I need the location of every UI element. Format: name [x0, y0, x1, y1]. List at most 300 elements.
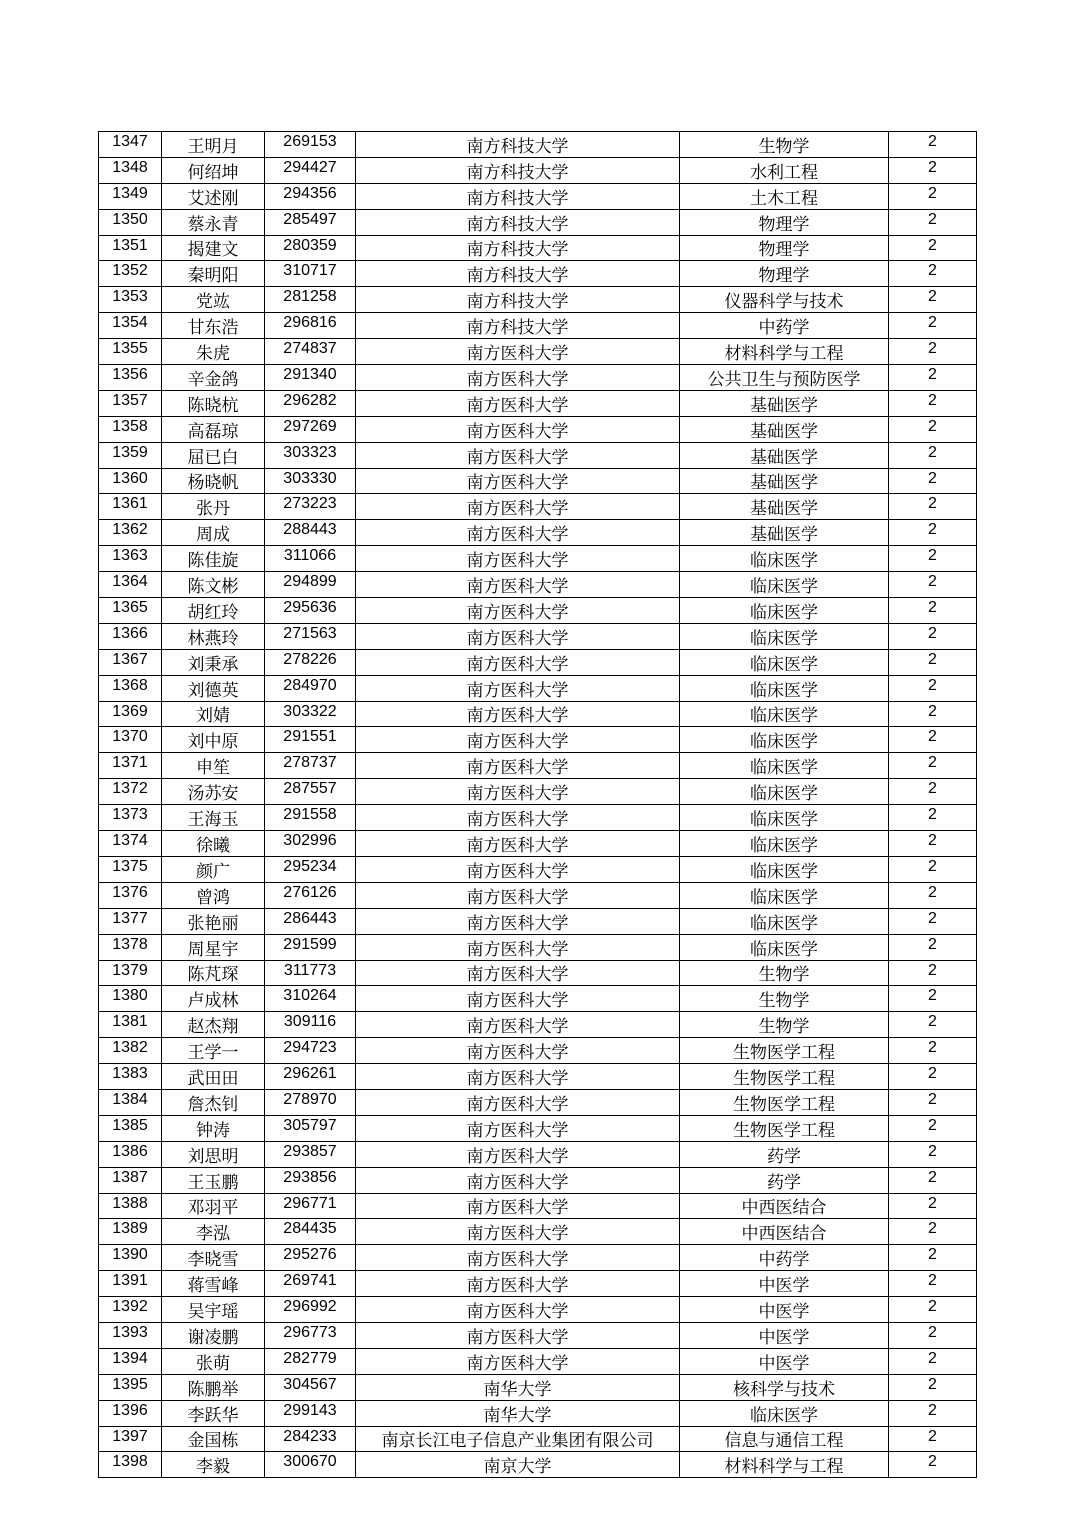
- institution-cell: 南方医科大学: [356, 675, 680, 701]
- id-number-cell: 274837: [265, 339, 356, 365]
- table-row: [99, 753, 977, 779]
- table-row: [99, 1115, 977, 1141]
- table-row: [99, 934, 977, 960]
- id-number-cell: 286443: [265, 908, 356, 934]
- id-number-cell: 303322: [265, 701, 356, 727]
- table-row: [99, 416, 977, 442]
- row-number-cell: 1366: [99, 623, 162, 649]
- person-name-cell: 周成: [162, 520, 265, 546]
- row-number-cell: 1389: [99, 1219, 162, 1245]
- discipline-cell: 临床医学: [680, 675, 889, 701]
- person-name-cell: 陈鹏举: [162, 1374, 265, 1400]
- institution-cell: 南方医科大学: [356, 649, 680, 675]
- count-cell: 2: [889, 416, 977, 442]
- person-name-cell: 杨晓帆: [162, 468, 265, 494]
- id-number-cell: 310717: [265, 261, 356, 287]
- table-row: [99, 986, 977, 1012]
- table-row: [99, 520, 977, 546]
- person-name-cell: 陈晓杭: [162, 390, 265, 416]
- row-number-cell: 1349: [99, 183, 162, 209]
- institution-cell: 南京大学: [356, 1452, 680, 1478]
- person-name-cell: 邓羽平: [162, 1193, 265, 1219]
- count-cell: 2: [889, 1115, 977, 1141]
- person-name-cell: 詹杰钊: [162, 1089, 265, 1115]
- count-cell: 2: [889, 1064, 977, 1090]
- row-number-cell: 1361: [99, 494, 162, 520]
- institution-cell: 南方科技大学: [356, 183, 680, 209]
- institution-cell: 南方医科大学: [356, 882, 680, 908]
- institution-cell: 南方医科大学: [356, 1141, 680, 1167]
- table-row: [99, 287, 977, 313]
- institution-cell: 南方医科大学: [356, 934, 680, 960]
- row-number-cell: 1362: [99, 520, 162, 546]
- person-name-cell: 揭建文: [162, 235, 265, 261]
- id-number-cell: 278970: [265, 1089, 356, 1115]
- id-number-cell: 302996: [265, 831, 356, 857]
- person-name-cell: 陈文彬: [162, 572, 265, 598]
- id-number-cell: 295234: [265, 856, 356, 882]
- id-number-cell: 295276: [265, 1245, 356, 1271]
- id-number-cell: 294899: [265, 572, 356, 598]
- person-name-cell: 刘婧: [162, 701, 265, 727]
- person-name-cell: 刘中原: [162, 727, 265, 753]
- institution-cell: 南方医科大学: [356, 1089, 680, 1115]
- id-number-cell: 296261: [265, 1064, 356, 1090]
- id-number-cell: 278226: [265, 649, 356, 675]
- count-cell: 2: [889, 261, 977, 287]
- row-number-cell: 1376: [99, 882, 162, 908]
- institution-cell: 南方医科大学: [356, 468, 680, 494]
- table-row: [99, 235, 977, 261]
- person-name-cell: 王学一: [162, 1038, 265, 1064]
- person-name-cell: 陈芃琛: [162, 960, 265, 986]
- count-cell: 2: [889, 1219, 977, 1245]
- id-number-cell: 284233: [265, 1426, 356, 1452]
- count-cell: 2: [889, 313, 977, 339]
- id-number-cell: 293857: [265, 1141, 356, 1167]
- count-cell: 2: [889, 675, 977, 701]
- row-number-cell: 1381: [99, 1012, 162, 1038]
- discipline-cell: 物理学: [680, 235, 889, 261]
- count-cell: 2: [889, 1141, 977, 1167]
- count-cell: 2: [889, 1297, 977, 1323]
- discipline-cell: 基础医学: [680, 442, 889, 468]
- person-name-cell: 甘东浩: [162, 313, 265, 339]
- count-cell: 2: [889, 1452, 977, 1478]
- id-number-cell: 291558: [265, 805, 356, 831]
- count-cell: 2: [889, 235, 977, 261]
- person-name-cell: 秦明阳: [162, 261, 265, 287]
- row-number-cell: 1370: [99, 727, 162, 753]
- institution-cell: 南方医科大学: [356, 805, 680, 831]
- row-number-cell: 1358: [99, 416, 162, 442]
- table-row: [99, 856, 977, 882]
- id-number-cell: 294356: [265, 183, 356, 209]
- person-name-cell: 汤苏安: [162, 779, 265, 805]
- institution-cell: 南方科技大学: [356, 209, 680, 235]
- count-cell: 2: [889, 1271, 977, 1297]
- discipline-cell: 临床医学: [680, 882, 889, 908]
- id-number-cell: 309116: [265, 1012, 356, 1038]
- row-number-cell: 1397: [99, 1426, 162, 1452]
- person-name-cell: 王玉鹏: [162, 1167, 265, 1193]
- count-cell: 2: [889, 934, 977, 960]
- discipline-cell: 临床医学: [680, 546, 889, 572]
- id-number-cell: 296282: [265, 390, 356, 416]
- discipline-cell: 公共卫生与预防医学: [680, 365, 889, 391]
- count-cell: 2: [889, 572, 977, 598]
- row-number-cell: 1373: [99, 805, 162, 831]
- row-number-cell: 1364: [99, 572, 162, 598]
- row-number-cell: 1369: [99, 701, 162, 727]
- table-row: [99, 339, 977, 365]
- institution-cell: 南方医科大学: [356, 1297, 680, 1323]
- discipline-cell: 中医学: [680, 1322, 889, 1348]
- table-row: [99, 805, 977, 831]
- institution-cell: 南方医科大学: [356, 572, 680, 598]
- count-cell: 2: [889, 1167, 977, 1193]
- id-number-cell: 294723: [265, 1038, 356, 1064]
- discipline-cell: 临床医学: [680, 934, 889, 960]
- id-number-cell: 281258: [265, 287, 356, 313]
- institution-cell: 南方医科大学: [356, 416, 680, 442]
- person-name-cell: 党竑: [162, 287, 265, 313]
- table-row: [99, 908, 977, 934]
- row-number-cell: 1368: [99, 675, 162, 701]
- table-row: [99, 649, 977, 675]
- person-name-cell: 王明月: [162, 132, 265, 158]
- discipline-cell: 材料科学与工程: [680, 339, 889, 365]
- row-number-cell: 1367: [99, 649, 162, 675]
- institution-cell: 南京长江电子信息产业集团有限公司: [356, 1426, 680, 1452]
- discipline-cell: 生物学: [680, 986, 889, 1012]
- count-cell: 2: [889, 1348, 977, 1374]
- discipline-cell: 临床医学: [680, 908, 889, 934]
- count-cell: 2: [889, 1400, 977, 1426]
- table-row: [99, 623, 977, 649]
- discipline-cell: 中医学: [680, 1297, 889, 1323]
- row-number-cell: 1383: [99, 1064, 162, 1090]
- count-cell: 2: [889, 520, 977, 546]
- row-number-cell: 1393: [99, 1322, 162, 1348]
- institution-cell: 南方医科大学: [356, 623, 680, 649]
- id-number-cell: 278737: [265, 753, 356, 779]
- row-number-cell: 1347: [99, 132, 162, 158]
- institution-cell: 南方医科大学: [356, 1038, 680, 1064]
- discipline-cell: 中西医结合: [680, 1193, 889, 1219]
- institution-cell: 南方医科大学: [356, 494, 680, 520]
- table-row: [99, 1322, 977, 1348]
- id-number-cell: 296816: [265, 313, 356, 339]
- row-number-cell: 1388: [99, 1193, 162, 1219]
- row-number-cell: 1359: [99, 442, 162, 468]
- institution-cell: 南方医科大学: [356, 908, 680, 934]
- id-number-cell: 284435: [265, 1219, 356, 1245]
- count-cell: 2: [889, 856, 977, 882]
- discipline-cell: 生物医学工程: [680, 1064, 889, 1090]
- table-row: [99, 1193, 977, 1219]
- table-row: [99, 1374, 977, 1400]
- row-number-cell: 1353: [99, 287, 162, 313]
- person-name-cell: 蔡永青: [162, 209, 265, 235]
- row-number-cell: 1387: [99, 1167, 162, 1193]
- institution-cell: 南华大学: [356, 1400, 680, 1426]
- discipline-cell: 土木工程: [680, 183, 889, 209]
- person-name-cell: 赵杰翔: [162, 1012, 265, 1038]
- table-row: [99, 157, 977, 183]
- count-cell: 2: [889, 157, 977, 183]
- row-number-cell: 1378: [99, 934, 162, 960]
- discipline-cell: 水利工程: [680, 157, 889, 183]
- id-number-cell: 284970: [265, 675, 356, 701]
- institution-cell: 南华大学: [356, 1374, 680, 1400]
- table-row: [99, 572, 977, 598]
- institution-cell: 南方医科大学: [356, 1271, 680, 1297]
- discipline-cell: 基础医学: [680, 390, 889, 416]
- person-name-cell: 卢成林: [162, 986, 265, 1012]
- row-number-cell: 1356: [99, 365, 162, 391]
- institution-cell: 南方科技大学: [356, 235, 680, 261]
- person-name-cell: 武田田: [162, 1064, 265, 1090]
- person-name-cell: 李泓: [162, 1219, 265, 1245]
- row-number-cell: 1377: [99, 908, 162, 934]
- discipline-cell: 生物学: [680, 1012, 889, 1038]
- discipline-cell: 临床医学: [680, 856, 889, 882]
- count-cell: 2: [889, 287, 977, 313]
- discipline-cell: 临床医学: [680, 572, 889, 598]
- person-name-cell: 陈佳旋: [162, 546, 265, 572]
- person-name-cell: 周星宇: [162, 934, 265, 960]
- discipline-cell: 中药学: [680, 1245, 889, 1271]
- table-row: [99, 365, 977, 391]
- person-name-cell: 辛金鸽: [162, 365, 265, 391]
- institution-cell: 南方医科大学: [356, 856, 680, 882]
- table-row: [99, 390, 977, 416]
- table-row: [99, 546, 977, 572]
- id-number-cell: 299143: [265, 1400, 356, 1426]
- row-number-cell: 1374: [99, 831, 162, 857]
- table-row: [99, 1245, 977, 1271]
- row-number-cell: 1372: [99, 779, 162, 805]
- institution-cell: 南方医科大学: [356, 520, 680, 546]
- table-row: [99, 132, 977, 158]
- id-number-cell: 311773: [265, 960, 356, 986]
- row-number-cell: 1398: [99, 1452, 162, 1478]
- person-name-cell: 曾鸿: [162, 882, 265, 908]
- institution-cell: 南方科技大学: [356, 157, 680, 183]
- table-row: [99, 1038, 977, 1064]
- count-cell: 2: [889, 598, 977, 624]
- row-number-cell: 1352: [99, 261, 162, 287]
- discipline-cell: 临床医学: [680, 805, 889, 831]
- count-cell: 2: [889, 986, 977, 1012]
- row-number-cell: 1396: [99, 1400, 162, 1426]
- institution-cell: 南方医科大学: [356, 1193, 680, 1219]
- person-name-cell: 谢凌鹏: [162, 1322, 265, 1348]
- table-row: [99, 727, 977, 753]
- discipline-cell: 临床医学: [680, 598, 889, 624]
- id-number-cell: 285497: [265, 209, 356, 235]
- discipline-cell: 生物医学工程: [680, 1089, 889, 1115]
- row-number-cell: 1365: [99, 598, 162, 624]
- row-number-cell: 1355: [99, 339, 162, 365]
- id-number-cell: 271563: [265, 623, 356, 649]
- discipline-cell: 临床医学: [680, 831, 889, 857]
- id-number-cell: 294427: [265, 157, 356, 183]
- count-cell: 2: [889, 132, 977, 158]
- table-row: [99, 1271, 977, 1297]
- row-number-cell: 1394: [99, 1348, 162, 1374]
- table-row: [99, 1012, 977, 1038]
- count-cell: 2: [889, 960, 977, 986]
- table-row: [99, 261, 977, 287]
- institution-cell: 南方医科大学: [356, 598, 680, 624]
- count-cell: 2: [889, 649, 977, 675]
- institution-cell: 南方医科大学: [356, 1348, 680, 1374]
- row-number-cell: 1363: [99, 546, 162, 572]
- discipline-cell: 临床医学: [680, 623, 889, 649]
- count-cell: 2: [889, 908, 977, 934]
- count-cell: 2: [889, 701, 977, 727]
- count-cell: 2: [889, 339, 977, 365]
- id-number-cell: 273223: [265, 494, 356, 520]
- discipline-cell: 核科学与技术: [680, 1374, 889, 1400]
- discipline-cell: 物理学: [680, 261, 889, 287]
- table-row: [99, 1297, 977, 1323]
- id-number-cell: 296992: [265, 1297, 356, 1323]
- table-row: [99, 779, 977, 805]
- table-row: [99, 1089, 977, 1115]
- count-cell: 2: [889, 623, 977, 649]
- table-row: [99, 1400, 977, 1426]
- row-number-cell: 1354: [99, 313, 162, 339]
- row-number-cell: 1395: [99, 1374, 162, 1400]
- table-body: [99, 132, 977, 1478]
- discipline-cell: 中西医结合: [680, 1219, 889, 1245]
- id-number-cell: 269741: [265, 1271, 356, 1297]
- person-name-cell: 徐曦: [162, 831, 265, 857]
- table-row: [99, 209, 977, 235]
- discipline-cell: 药学: [680, 1167, 889, 1193]
- table-row: [99, 183, 977, 209]
- discipline-cell: 药学: [680, 1141, 889, 1167]
- person-name-cell: 艾述刚: [162, 183, 265, 209]
- count-cell: 2: [889, 546, 977, 572]
- id-number-cell: 300670: [265, 1452, 356, 1478]
- id-number-cell: 291599: [265, 934, 356, 960]
- person-name-cell: 吴宇瑶: [162, 1297, 265, 1323]
- institution-cell: 南方医科大学: [356, 727, 680, 753]
- person-name-cell: 申笙: [162, 753, 265, 779]
- institution-cell: 南方医科大学: [356, 1115, 680, 1141]
- count-cell: 2: [889, 390, 977, 416]
- id-number-cell: 293856: [265, 1167, 356, 1193]
- id-number-cell: 288443: [265, 520, 356, 546]
- institution-cell: 南方医科大学: [356, 365, 680, 391]
- discipline-cell: 临床医学: [680, 753, 889, 779]
- discipline-cell: 生物医学工程: [680, 1115, 889, 1141]
- institution-cell: 南方医科大学: [356, 1012, 680, 1038]
- person-name-cell: 李毅: [162, 1452, 265, 1478]
- discipline-cell: 基础医学: [680, 520, 889, 546]
- row-number-cell: 1386: [99, 1141, 162, 1167]
- person-name-cell: 张丹: [162, 494, 265, 520]
- person-name-cell: 颜广: [162, 856, 265, 882]
- person-name-cell: 王海玉: [162, 805, 265, 831]
- discipline-cell: 临床医学: [680, 649, 889, 675]
- table-row: [99, 442, 977, 468]
- count-cell: 2: [889, 365, 977, 391]
- table-row: [99, 468, 977, 494]
- row-number-cell: 1391: [99, 1271, 162, 1297]
- id-number-cell: 310264: [265, 986, 356, 1012]
- institution-cell: 南方科技大学: [356, 313, 680, 339]
- id-number-cell: 276126: [265, 882, 356, 908]
- institution-cell: 南方医科大学: [356, 1064, 680, 1090]
- count-cell: 2: [889, 831, 977, 857]
- row-number-cell: 1371: [99, 753, 162, 779]
- person-name-cell: 李晓雪: [162, 1245, 265, 1271]
- institution-cell: 南方医科大学: [356, 546, 680, 572]
- id-number-cell: 282779: [265, 1348, 356, 1374]
- row-number-cell: 1348: [99, 157, 162, 183]
- discipline-cell: 信息与通信工程: [680, 1426, 889, 1452]
- table-row: [99, 882, 977, 908]
- institution-cell: 南方科技大学: [356, 132, 680, 158]
- id-number-cell: 269153: [265, 132, 356, 158]
- table-row: [99, 1219, 977, 1245]
- table-row: [99, 494, 977, 520]
- id-number-cell: 305797: [265, 1115, 356, 1141]
- id-number-cell: 296773: [265, 1322, 356, 1348]
- data-table: [98, 131, 977, 1478]
- count-cell: 2: [889, 183, 977, 209]
- table-row: [99, 1167, 977, 1193]
- person-name-cell: 朱虎: [162, 339, 265, 365]
- id-number-cell: 303330: [265, 468, 356, 494]
- institution-cell: 南方医科大学: [356, 986, 680, 1012]
- discipline-cell: 临床医学: [680, 779, 889, 805]
- id-number-cell: 291340: [265, 365, 356, 391]
- row-number-cell: 1385: [99, 1115, 162, 1141]
- row-number-cell: 1392: [99, 1297, 162, 1323]
- discipline-cell: 材料科学与工程: [680, 1452, 889, 1478]
- discipline-cell: 基础医学: [680, 416, 889, 442]
- person-name-cell: 何绍坤: [162, 157, 265, 183]
- discipline-cell: 临床医学: [680, 1400, 889, 1426]
- person-name-cell: 钟涛: [162, 1115, 265, 1141]
- count-cell: 2: [889, 1193, 977, 1219]
- institution-cell: 南方医科大学: [356, 1245, 680, 1271]
- id-number-cell: 304567: [265, 1374, 356, 1400]
- table-row: [99, 675, 977, 701]
- institution-cell: 南方医科大学: [356, 339, 680, 365]
- person-name-cell: 张萌: [162, 1348, 265, 1374]
- institution-cell: 南方科技大学: [356, 261, 680, 287]
- count-cell: 2: [889, 494, 977, 520]
- row-number-cell: 1390: [99, 1245, 162, 1271]
- table-row: [99, 313, 977, 339]
- table-row: [99, 1426, 977, 1452]
- person-name-cell: 张艳丽: [162, 908, 265, 934]
- person-name-cell: 屈已白: [162, 442, 265, 468]
- id-number-cell: 280359: [265, 235, 356, 261]
- discipline-cell: 临床医学: [680, 727, 889, 753]
- discipline-cell: 生物医学工程: [680, 1038, 889, 1064]
- row-number-cell: 1350: [99, 209, 162, 235]
- count-cell: 2: [889, 209, 977, 235]
- count-cell: 2: [889, 1012, 977, 1038]
